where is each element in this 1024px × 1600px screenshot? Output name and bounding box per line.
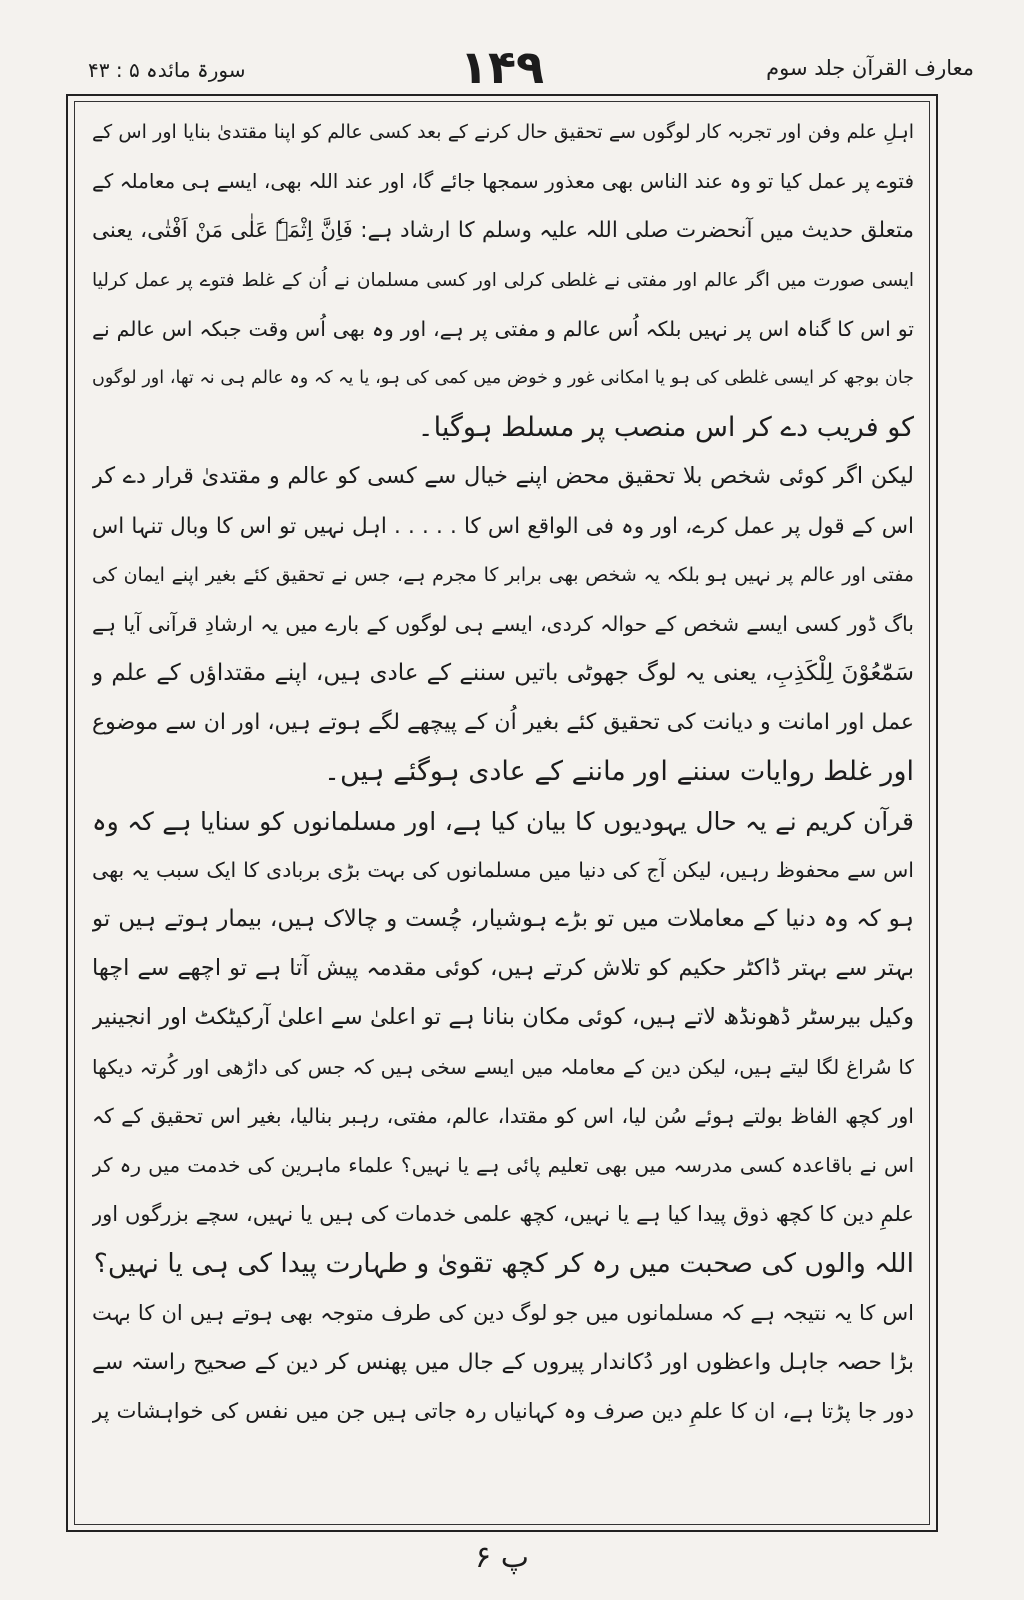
text-line: اس کے قول پر عمل کرے، اور وہ فی الواقع اس کا . . . . . اہل نہیں تو اس کا وبال تنہا اس: [92, 513, 914, 539]
text-line: کو فریب دے کر اس منصب پر مسلط ہوگیا۔: [417, 412, 914, 444]
text-line: لیکن اگر کوئی شخص بلا تحقیق محض اپنے خیال سے کسی کو عالم و مقتدیٰ قرار دے کر: [92, 463, 914, 490]
body-text: [92, 108, 914, 1518]
text-line: دور جا پڑتا ہے، ان کا علمِ دین صرف وہ کہانیاں رہ جاتی ہیں جن میں نفس کی خواہشات پر: [92, 1398, 914, 1423]
text-line: اس کا یہ نتیجہ ہے کہ مسلمانوں میں جو لوگ دین کی طرف متوجہ بھی ہوتے ہیں ان کا بہت: [92, 1300, 914, 1325]
book-title: معارف القرآن جلد سوم: [766, 56, 974, 80]
text-line: تو اس کا گناہ اس پر نہیں بلکہ اُس عالم و مفتی پر ہے، اور وہ بھی اُس وقت جبکہ اس عالم نے: [92, 316, 914, 341]
text-line: اور غلط روایات سننے اور ماننے کے عادی ہوگئے ہیں۔: [324, 756, 914, 788]
text-line: متعلق حدیث میں آنحضرت صلی اللہ علیہ وسلم کا ارشاد ہے: فَاِنَّ اِثْمَہٗ عَلٰی مَنْ اَفْتٰی، یعنی: [92, 218, 914, 244]
text-line: ایسی صورت میں اگر عالم اور مفتی نے غلطی کرلی اور کسی مسلمان نے اُن کے غلط فتوے پر عمل کرلیا: [92, 269, 914, 291]
text-line: وکیل بیرسٹر ڈھونڈھ لاتے ہیں، کوئی مکان بنانا ہے تو اعلیٰ سے اعلیٰ آرکیٹکٹ اور انجینیر: [92, 1004, 914, 1031]
text-line: علمِ دین کا کچھ ذوق پیدا کیا ہے یا نہیں، کچھ علمی خدمات کی ہیں یا نہیں، سچے بزرگوں اور: [92, 1202, 914, 1227]
text-line: فتوے پر عمل کیا تو وہ عند الناس بھی معذور سمجھا جائے گا، اور عند اللہ بھی، ایسے ہی معاملہ کے: [92, 169, 914, 194]
text-line: عمل اور امانت و دیانت کی تحقیق کئے بغیر اُن کے پیچھے لگے ہوتے ہیں، اور ان سے موضوع: [92, 710, 914, 736]
text-line: مفتی اور عالم پر نہیں ہو بلکہ یہ شخص بھی برابر کا مجرم ہے، جس نے تحقیق کئے بغیر اپنے ایمان کی: [92, 563, 914, 586]
text-line: اہلِ علم وفن اور تجربہ کار لوگوں سے تحقیق حال کرنے کے بعد کسی عالم کو اپنا مقتدیٰ بنایا اور اس کے: [92, 121, 914, 143]
text-line: کا سُراغ لگا لیتے ہیں، لیکن دین کے معاملہ میں ایسے سخی ہیں کہ جس کی داڑھی اور کُرتہ دیکھا: [92, 1054, 914, 1079]
text-line: اس سے محفوظ رہیں، لیکن آج کی دنیا میں مسلمانوں کی بہت بڑی بربادی کا ایک سبب یہ بھی: [92, 857, 914, 882]
text-line: بہتر سے بہتر ڈاکٹر حکیم کو تلاش کرتے ہیں، کوئی مقدمہ پیش آتا ہے تو اچھے سے اچھا: [92, 955, 914, 982]
text-line: سَمّٰعُوْنَ لِلْکَذِبِ، یعنی یہ لوگ جھوٹی باتیں سننے کے عادی ہیں، اپنے مقتداؤں کے علم و: [92, 660, 914, 687]
text-line: اس نے باقاعدہ کسی مدرسہ میں بھی تعلیم پائی ہے یا نہیں؟ علماء ماہرین کی خدمت میں رہ کر: [92, 1152, 914, 1177]
page-number: ۱۴۹: [459, 40, 545, 94]
signature-mark: پ ۶: [475, 1540, 529, 1575]
text-line: اور کچھ الفاظ بولتے ہوئے سُن لیا، اس کو مقتدا، عالم، مفتی، رہبر بنالیا، بغیر اس تحقیق کے کہ: [92, 1103, 914, 1128]
text-line: بڑا حصہ جاہل واعظوں اور دُکاندار پیروں کے جال میں پھنس کر دین کے صحیح راستہ سے: [92, 1349, 914, 1375]
text-line: قرآن کریم نے یہ حال یہودیوں کا بیان کیا ہے، اور مسلمانوں کو سنایا ہے کہ وہ: [92, 806, 914, 836]
text-line: اللہ والوں کی صحبت میں رہ کر کچھ تقویٰ و طہارت پیدا کی ہی یا نہیں؟: [93, 1248, 914, 1280]
surah-reference: سورۃ مائدہ ۵ : ۴۳: [88, 58, 246, 82]
text-line: باگ ڈور کسی ایسے شخص کے حوالہ کردی، ایسے ہی لوگوں کے بارے میں یہ ارشادِ قرآنی آیا ہے: [92, 611, 914, 636]
text-line: ہو کہ وہ دنیا کے معاملات میں تو بڑے ہوشیار، چُست و چالاک ہیں، بیمار ہوتے ہیں تو: [92, 906, 914, 932]
page-header: [0, 0, 1024, 100]
text-line: جان بوجھ کر ایسی غلطی کی ہو یا امکانی غور و خوض میں کمی کی ہو، یا یہ کہ وہ عالم ہی نہ تھا، اور لوگوں: [92, 367, 914, 388]
